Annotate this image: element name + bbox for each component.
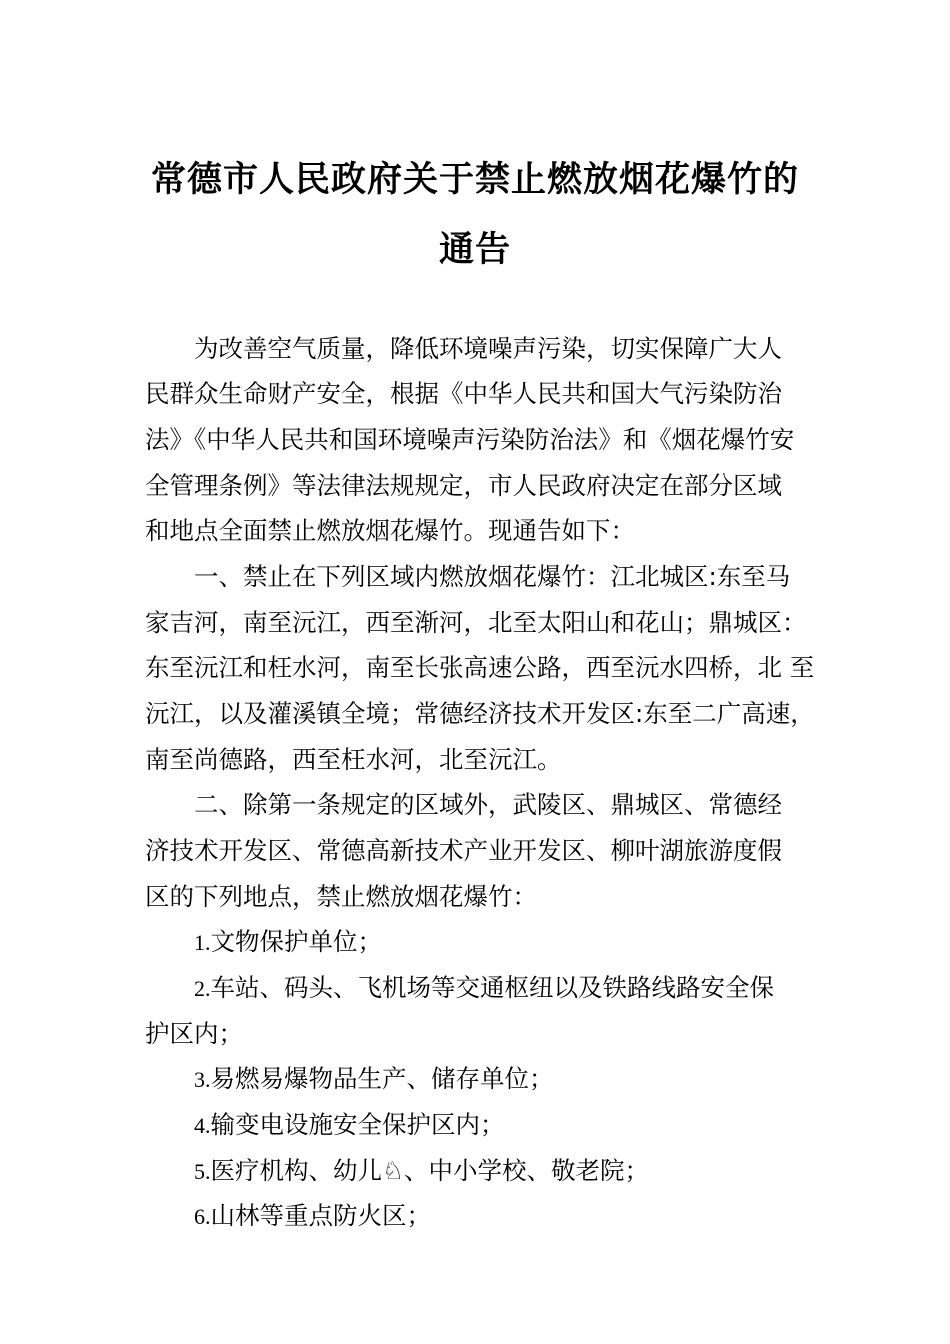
article2-line-2: 济技术开发区、常德高新技术产业开发区、柳叶湖旅游度假	[145, 836, 782, 865]
list-item-text: 山林等重点防火区；	[210, 1201, 431, 1230]
article1-line-5: 南至尚德路，西至枉水河，北至沅江。	[145, 745, 562, 774]
intro-line-2: 民群众生命财产安全，根据《中华人民共和国大气污染防治	[145, 379, 782, 408]
list-item-text: 车站、码头、飞机场等交通枢纽以及铁路线路安全保	[210, 973, 774, 1002]
list-item-number: 4.	[194, 1113, 211, 1138]
document-title-line-1: 常德市人民政府关于禁止燃放烟花爆竹的	[150, 159, 799, 200]
list-item-number: 2.	[194, 976, 211, 1001]
list-item-5	[194, 1154, 649, 1189]
article2-line-1: 二、除第一条规定的区域外，武陵区、鼎城区、常德经	[194, 790, 782, 819]
list-item-1	[194, 925, 382, 960]
document-title-line-2: 通告	[438, 229, 511, 270]
list-item-text: 文物保护单位；	[210, 927, 382, 956]
list-item-2	[194, 971, 774, 1006]
article1-line-1: 一、禁止在下列区域内燃放烟花爆竹：江北城区:东至马	[194, 562, 791, 591]
list-item-text: 输变电设施安全保护区内；	[210, 1110, 505, 1139]
list-item-text: 医疗机构、幼儿♘、中小学校、敬老院；	[210, 1156, 649, 1185]
list-item-number: 1.	[194, 930, 211, 955]
list-item-number: 3.	[194, 1067, 211, 1092]
intro-line-1: 为改善空气质量，降低环境噪声污染，切实保障广大人	[194, 334, 782, 363]
list-item-4	[194, 1108, 505, 1143]
list-item-number: 6.	[194, 1204, 211, 1229]
intro-line-5: 和地点全面禁止燃放烟花爆竹。现通告如下：	[145, 516, 635, 545]
list-item-number: 5.	[194, 1159, 211, 1184]
article2-line-3: 区的下列地点，禁止燃放烟花爆竹：	[145, 882, 537, 911]
article1-line-4: 沅江，以及灌溪镇全境；常德经济技术开发区:东至二广高速，	[145, 699, 815, 728]
intro-line-4: 全管理条例》等法律法规规定，市人民政府决定在部分区域	[145, 471, 782, 500]
intro-line-3: 法》《中华人民共和国环境噪声污染防治法》和《烟花爆竹安	[145, 425, 795, 454]
list-item-3	[194, 1062, 554, 1097]
article1-line-2: 家吉河，南至沅江，西至渐河，北至太阳山和花山；鼎城区：	[145, 608, 807, 637]
list-item-text: 易燃易爆物品生产、储存单位；	[210, 1064, 554, 1093]
list-item-6	[194, 1199, 431, 1234]
article1-line-3: 东至沅江和枉水河，南至长张高速公路，西至沅水四桥，北 至	[145, 653, 815, 682]
list-item-2-continuation: 护区内；	[145, 1019, 243, 1048]
